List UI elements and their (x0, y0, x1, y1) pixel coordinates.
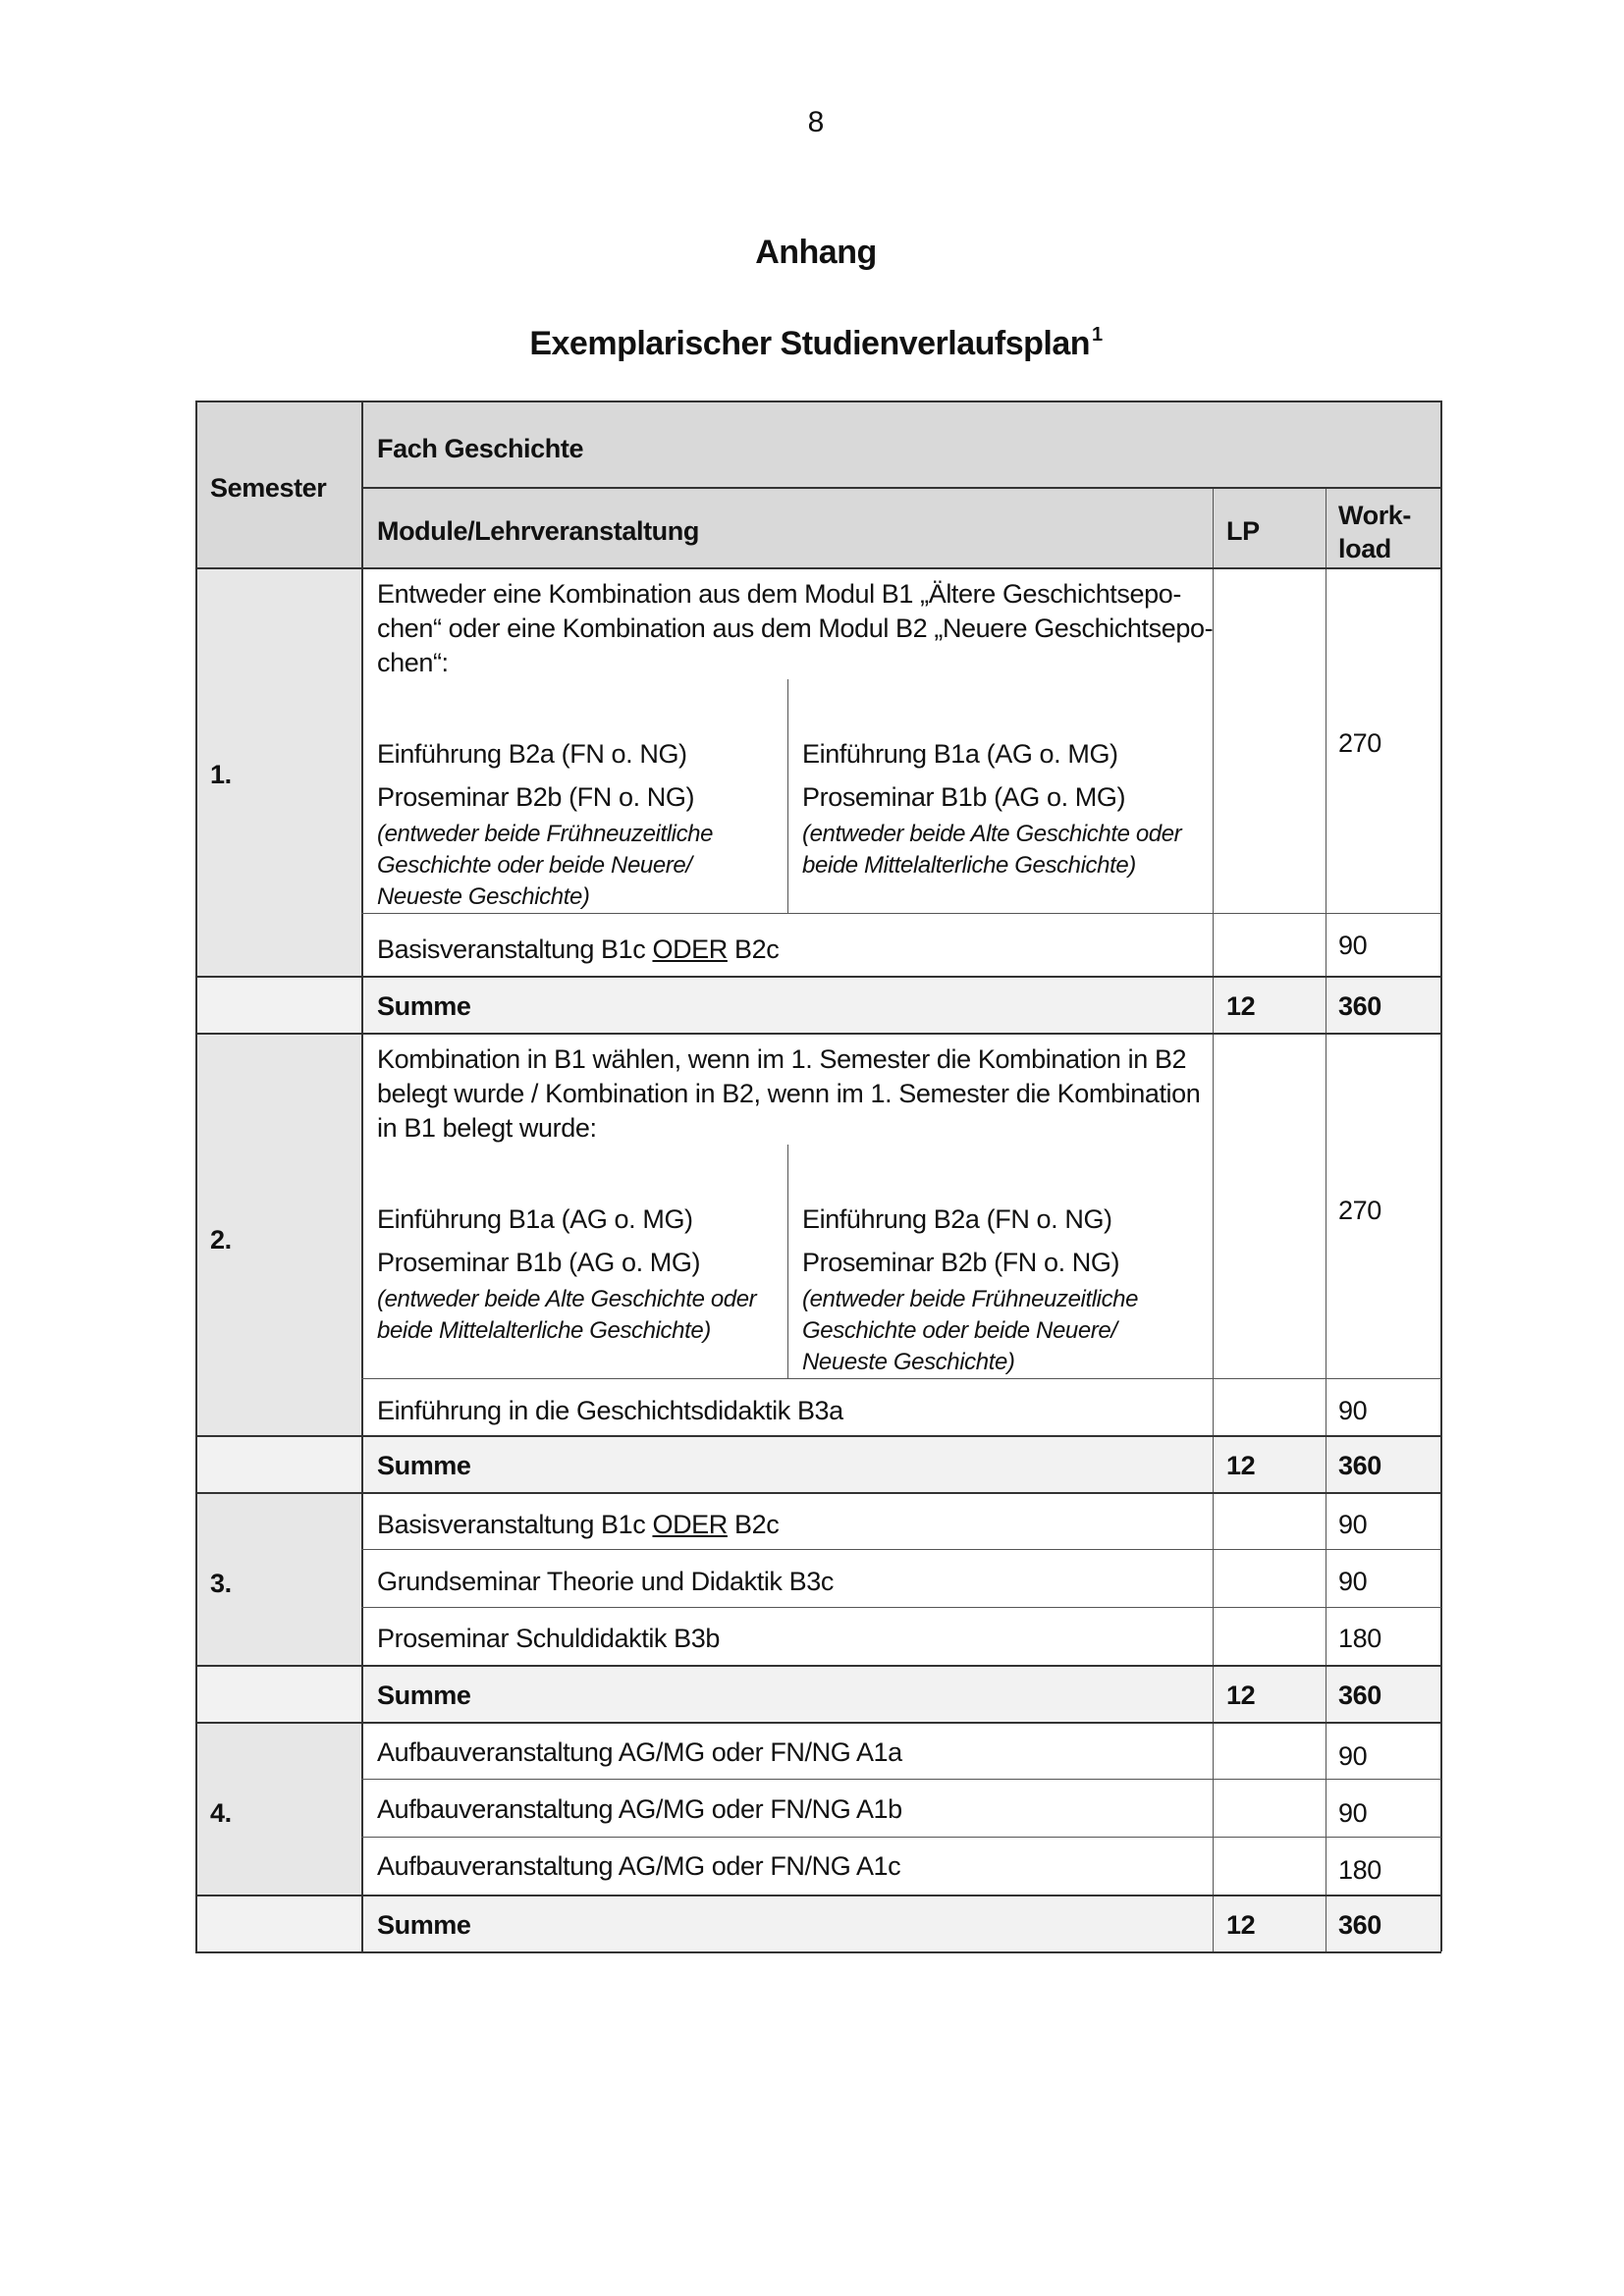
sem4-row-1: Aufbauveranstaltung AG/MG oder FN/NG A1a (377, 1737, 902, 1767)
row-divider (195, 567, 1441, 569)
course-item: Proseminar B2b (FN o. NG) (377, 782, 695, 812)
sum-label: Summe (377, 991, 471, 1021)
sum-lp: 12 (1226, 1451, 1256, 1480)
header-modules: Module/Lehrveranstaltung (377, 516, 699, 546)
semester-3-label: 3. (210, 1569, 232, 1598)
sem3-row-2-workload: 90 (1338, 1567, 1368, 1596)
sum-workload: 360 (1338, 1451, 1381, 1480)
sem2-intro-line: in B1 belegt wurde: (377, 1113, 597, 1143)
sem2-intro-line: belegt wurde / Kombination in B2, wenn im 1. Semester die Kombination (377, 1079, 1201, 1108)
course-item: Proseminar B1b (AG o. MG) (802, 782, 1126, 812)
sem4-row-1-workload: 90 (1338, 1741, 1368, 1771)
row-divider (195, 1665, 1441, 1667)
table-border (1440, 400, 1442, 1951)
sem3-row-3: Proseminar Schuldidaktik B3b (377, 1624, 720, 1653)
note-line: beide Mittelalterliche Geschichte) (377, 1317, 711, 1344)
column-divider (787, 679, 788, 913)
sem1-basis-workload: 90 (1338, 931, 1368, 960)
sem3-row-3-workload: 180 (1338, 1624, 1381, 1653)
page-number: 8 (807, 106, 825, 138)
sem3-row-1-workload: 90 (1338, 1510, 1368, 1539)
sem4-row-2-workload: 90 (1338, 1798, 1368, 1828)
sem2-left-note (377, 1284, 756, 1347)
row-divider (195, 1033, 1441, 1035)
sum-lp: 12 (1226, 991, 1256, 1021)
sem4-row-2: Aufbauveranstaltung AG/MG oder FN/NG A1b (377, 1794, 902, 1824)
row-divider (195, 1722, 1441, 1724)
row-divider (361, 1549, 1441, 1550)
sem1-intro (377, 577, 1213, 680)
column-divider (361, 400, 363, 1951)
sem1-intro-line: chen“ oder eine Kombination aus dem Modul B2 „Neuere Geschichtsepo- (377, 614, 1214, 643)
sum-label: Summe (377, 1451, 471, 1480)
sem2-left-option (377, 1198, 700, 1284)
course-text: B2c (727, 934, 780, 964)
course-text: Basisveranstaltung B1c (377, 934, 653, 964)
course-text: B2c (727, 1510, 780, 1539)
course-text: Basisveranstaltung B1c (377, 1510, 653, 1539)
sum-workload: 360 (1338, 1681, 1381, 1710)
sem2-combo-workload: 270 (1338, 1196, 1381, 1225)
note-line: (entweder beide Frühneuzeitliche (802, 1286, 1139, 1312)
sem2-right-note (802, 1284, 1138, 1378)
course-item: Proseminar B1b (AG o. MG) (377, 1248, 701, 1277)
sem1-right-note (802, 819, 1181, 881)
sem1-intro-line: Entweder eine Kombination aus dem Modul B1 „Ältere Geschichtsepo- (377, 579, 1181, 609)
sem4-row-3-workload: 180 (1338, 1855, 1381, 1885)
sum-workload: 360 (1338, 1910, 1381, 1940)
footnote-marker: 1 (1092, 324, 1103, 346)
sem2-didaktik: Einführung in die Geschichtsdidaktik B3a (377, 1396, 843, 1425)
header-workload-line2: load (1338, 534, 1391, 563)
section-title (0, 324, 1624, 363)
header-semester: Semester (210, 473, 327, 503)
oder-emphasis: ODER (652, 1510, 728, 1539)
course-item: Proseminar B2b (FN o. NG) (802, 1248, 1120, 1277)
table-border (195, 400, 197, 1951)
note-line: Geschichte oder beide Neuere/ (802, 1317, 1117, 1344)
course-item: Einführung B2a (FN o. NG) (802, 1204, 1112, 1234)
column-divider (787, 1145, 788, 1378)
sem3-row-2: Grundseminar Theorie und Didaktik B3c (377, 1567, 834, 1596)
sum-lp: 12 (1226, 1681, 1256, 1710)
semester-4-label: 4. (210, 1798, 232, 1828)
table-border (195, 1951, 1441, 1953)
semester-1-label: 1. (210, 760, 232, 789)
row-divider (195, 1895, 1441, 1896)
header-workload-line1: Work- (1338, 501, 1412, 530)
row-divider (361, 913, 1441, 914)
note-line: (entweder beide Alte Geschichte oder (802, 821, 1182, 847)
sem4-row-3: Aufbauveranstaltung AG/MG oder FN/NG A1c (377, 1851, 901, 1881)
oder-emphasis: ODER (652, 934, 728, 964)
note-line: beide Mittelalterliche Geschichte) (802, 852, 1136, 879)
note-line: Neueste Geschichte) (802, 1349, 1015, 1375)
row-divider (361, 1837, 1441, 1838)
note-line: Neueste Geschichte) (377, 883, 590, 910)
sum-label: Summe (377, 1910, 471, 1940)
header-workload (1338, 499, 1411, 565)
sem1-right-option (802, 732, 1125, 819)
sum-label: Summe (377, 1681, 471, 1710)
sem1-intro-line: chen“: (377, 648, 449, 677)
sem2-intro (377, 1042, 1200, 1146)
sem1-combo-workload: 270 (1338, 728, 1381, 758)
sum-workload: 360 (1338, 991, 1381, 1021)
section-title-text: Exemplarischer Studienverlaufsplan (529, 325, 1091, 362)
semester-2-label: 2. (210, 1225, 232, 1255)
course-item: Einführung B2a (FN o. NG) (377, 739, 687, 769)
row-divider (195, 976, 1441, 978)
sem1-left-note (377, 819, 713, 913)
note-line: (entweder beide Alte Geschichte oder (377, 1286, 757, 1312)
sem2-didaktik-workload: 90 (1338, 1396, 1368, 1425)
row-divider (361, 1607, 1441, 1608)
header-lp: LP (1226, 516, 1260, 546)
row-divider (195, 1435, 1441, 1437)
note-line: (entweder beide Frühneuzeitliche (377, 821, 714, 847)
note-line: Geschichte oder beide Neuere/ (377, 852, 692, 879)
sem2-right-option (802, 1198, 1119, 1284)
sem1-basis (377, 933, 779, 967)
course-item: Einführung B1a (AG o. MG) (802, 739, 1118, 769)
row-divider (195, 1492, 1441, 1494)
course-item: Einführung B1a (AG o. MG) (377, 1204, 693, 1234)
row-divider (361, 1378, 1441, 1379)
sem3-row-1 (377, 1508, 779, 1542)
header-subject: Fach Geschichte (377, 434, 584, 463)
sum-lp: 12 (1226, 1910, 1256, 1940)
sem2-intro-line: Kombination in B1 wählen, wenn im 1. Semester die Kombination in B2 (377, 1044, 1187, 1074)
row-divider (361, 1779, 1441, 1780)
page-title: Anhang (755, 234, 877, 271)
sem1-left-option (377, 732, 694, 819)
row-divider (361, 487, 1441, 489)
column-divider (1213, 487, 1214, 1951)
table-border (195, 400, 1441, 402)
